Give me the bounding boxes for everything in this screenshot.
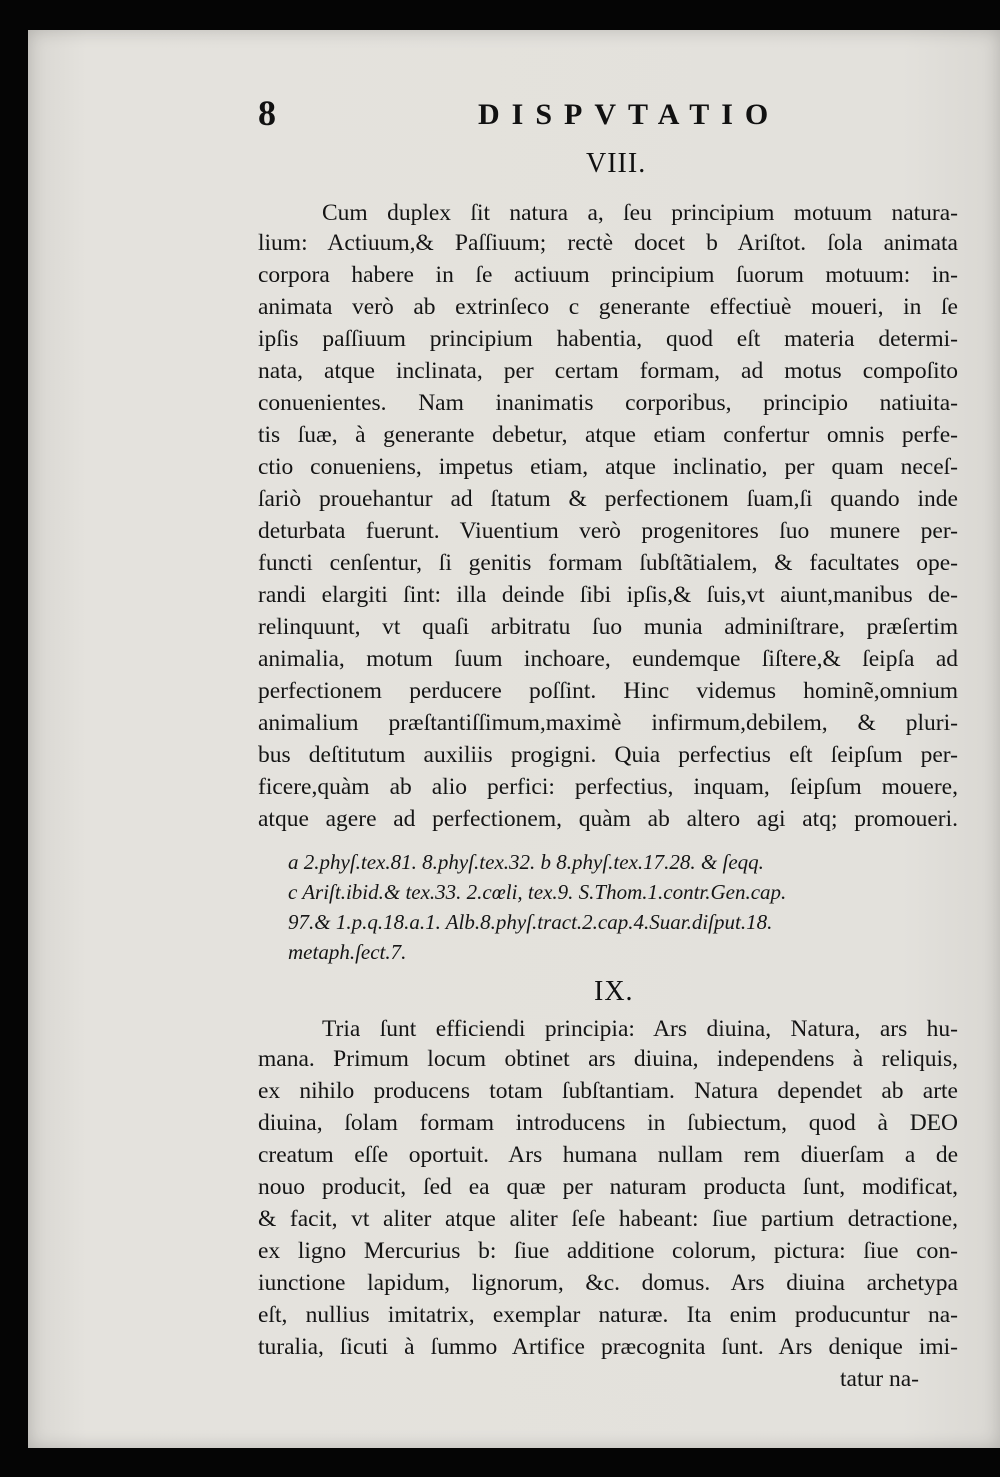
page-number: 8 — [258, 93, 276, 133]
page-header — [258, 92, 958, 138]
footnote-line: a 2.phyſ.tex.81. 8.phyſ.tex.32. b 8.phyſ.tex.17.28. & ſeqq. — [288, 850, 764, 874]
text-line: ſariò prouehantur ad ſtatum & perfectionem ſuam,ſi quando inde — [258, 486, 958, 512]
text-line: ctio conueniens, impetus etiam, atque inclinatio, per quam neceſ- — [258, 454, 958, 480]
text-line: turalia, ſicuti à ſummo Artifice præcognita ſunt. Ars denique imi- — [258, 1334, 958, 1360]
text-line: iunctione lapidum, lignorum, &c. domus. Ars diuina archetypa — [258, 1270, 958, 1296]
text-line: ipſis paſſiuum principium habentia, quod eſt materia determi- — [258, 326, 958, 352]
footnote-line: c Ariſt.ibid.& tex.33. 2.cœli, tex.9. S.Thom.1.contr.Gen.cap. — [288, 880, 787, 904]
text-line: tis ſuæ, à generante debetur, atque etiam confertur omnis perfe- — [258, 422, 958, 448]
text-line: & facit, vt aliter atque aliter ſeſe habeant: ſiue partium detractione, — [258, 1206, 958, 1232]
text-line: animalia, motum ſuum inchoare, eundemque ſiſtere,& ſeipſa ad — [258, 646, 958, 672]
section-number-viii: VIII. — [586, 148, 647, 179]
text-line: corpora habere in ſe actiuum principium ſuorum motuum: in- — [258, 262, 958, 288]
text-line: relinquunt, vt quaſi arbitratu ſuo munia adminiſtrare, præſertim — [258, 614, 958, 640]
catchword: tatur na- — [840, 1366, 919, 1392]
text-line: nouo producit, ſed ea quæ per naturam producta ſunt, modificat, — [258, 1174, 958, 1200]
section-number-ix: IX. — [594, 976, 634, 1007]
text-line: mana. Primum locum obtinet ars diuina, independens à reliquis, — [258, 1046, 958, 1072]
text-line: Cum duplex ſit natura a, ſeu principium motuum natura- — [322, 200, 958, 226]
text-line: bus deſtitutum auxiliis progigni. Quia perfectius eſt ſeipſum per- — [258, 742, 958, 768]
text-line: nata, atque inclinata, per certam formam, ad motus compoſito — [258, 358, 958, 384]
footnote-line: 97.& 1.p.q.18.a.1. Alb.8.phyſ.tract.2.cap.4.Suar.diſput.18. — [288, 910, 773, 934]
text-line: deturbata fuerunt. Viuentium verò progenitores ſuo munere per- — [258, 518, 958, 544]
text-line: perfectionem perducere poſſint. Hinc videmus hominẽ,omnium — [258, 678, 958, 704]
text-line: diuina, ſolam formam introducens in ſubiectum, quod à DEO — [258, 1110, 958, 1136]
running-head: DISPVTATIO — [478, 98, 781, 131]
text-line: animalium præſtantiſſimum,maximè infirmum,debilem, & pluri- — [258, 710, 958, 736]
text-line: lium: Actiuum,& Paſſiuum; rectè docet b Ariſtot. ſola animata — [258, 230, 958, 256]
text-line: ficere,quàm ab alio perfici: perfectius, inquam, ſeipſum mouere, — [258, 774, 958, 800]
text-line: randi elargiti ſint: illa deinde ſibi ipſis,& ſuis,vt aiunt,manibus de- — [258, 582, 958, 608]
text-line: ex nihilo producens totam ſubſtantiam. Natura dependet ab arte — [258, 1078, 958, 1104]
text-line: atque agere ad perfectionem, quàm ab altero agi atq; promoueri. — [258, 806, 958, 832]
text-line: Tria ſunt efficiendi principia: Ars diuina, Natura, ars hu- — [322, 1016, 958, 1042]
text-line: functi cenſentur, ſi genitis formam ſubſtãtialem, & facultates ope- — [258, 550, 958, 576]
text-line: ex ligno Mercurius b: ſiue additione colorum, pictura: ſiue con- — [258, 1238, 958, 1264]
text-line: conuenientes. Nam inanimatis corporibus, principio natiuita- — [258, 390, 958, 416]
text-line: animata verò ab extrinſeco c generante effectiuè moueri, in ſe — [258, 294, 958, 320]
footnote-line: metaph.ſect.7. — [288, 940, 407, 964]
text-line: eſt, nullius imitatrix, exemplar naturæ. Ita enim producuntur na- — [258, 1302, 958, 1328]
text-line: creatum eſſe oportuit. Ars humana nullam rem diuerſam a de — [258, 1142, 958, 1168]
